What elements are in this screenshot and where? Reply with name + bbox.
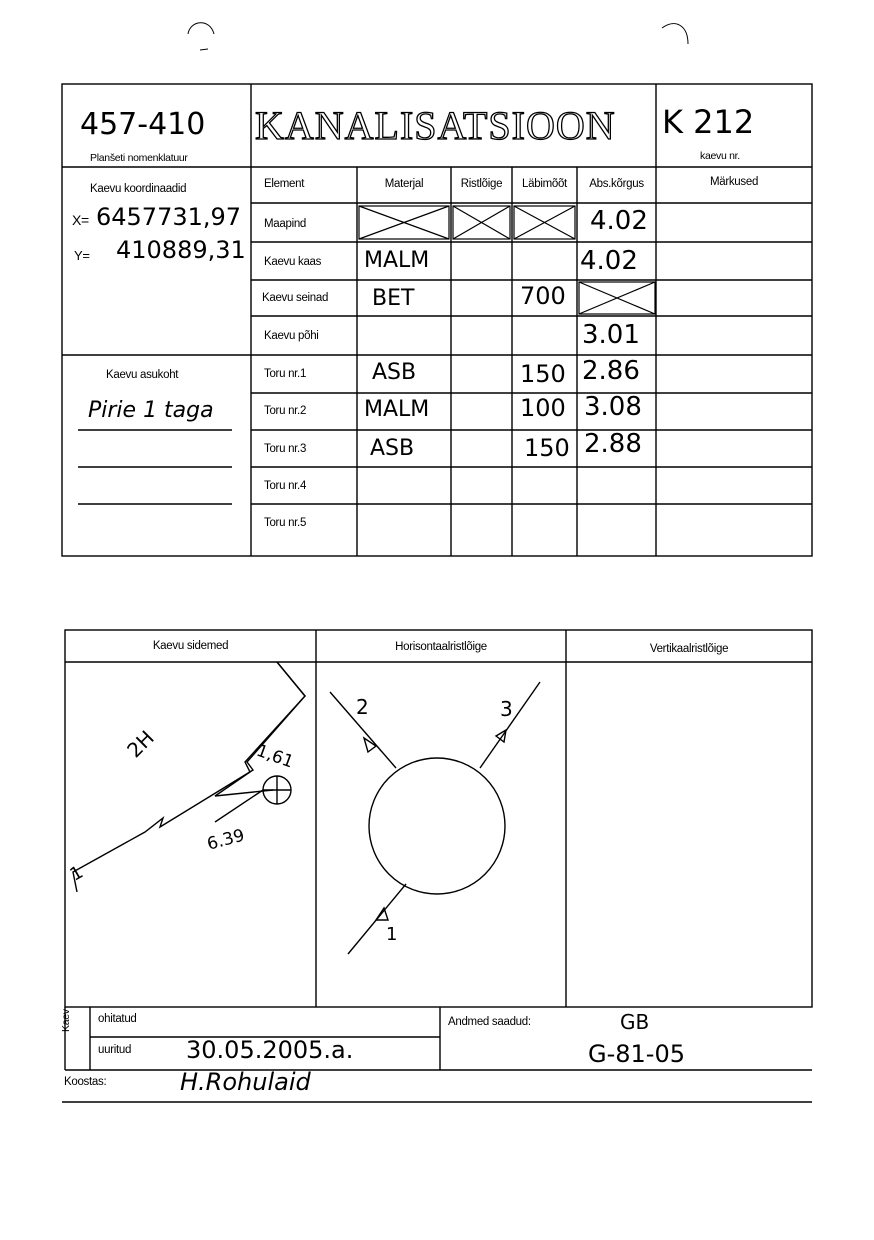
sketch-label-distance-a: 1,61 [253,740,297,773]
sketch-label-distance-b: 6.39 [204,825,247,855]
compiled-value: H.Rohulaid [180,1068,311,1096]
row-material: BET [372,286,415,311]
pipe-label-2: 2 [356,695,369,719]
connections-sketch [65,662,316,1007]
col-header-cross-section: Ristlõige [460,178,503,190]
row-height: 3.01 [582,320,640,350]
diagram-header-connections: Kaevu sidemed [152,640,229,652]
col-header-material: Materjal [384,178,424,190]
row-element: Kaevu seinad [262,292,329,304]
top-grid-lines [0,0,874,600]
y-prefix: Y= [74,248,90,263]
row-height: 2.86 [582,356,640,386]
diagram-header-vertical: Vertikaalristlõige [649,643,729,655]
well-circle [369,758,505,894]
col-header-element: Element [264,178,305,190]
data-received-label: Andmed saadud: [448,1016,531,1028]
location-label: Kaevu asukoht [106,369,179,381]
row-element: Toru nr.3 [264,443,307,455]
checked-label: ohitatud [98,1013,137,1025]
row-element: Toru nr.1 [264,368,307,380]
row-diameter: 100 [520,394,566,422]
x-prefix: X= [72,212,89,228]
row-material: ASB [372,360,417,385]
col-header-diameter: Läbimõõt [522,178,567,190]
sheet-label: Planšeti nomenklatuur [90,152,188,164]
measured-label: uuritud [98,1044,132,1056]
well-number: K 212 [662,103,755,141]
row-height: 4.02 [590,206,648,236]
location-value: Pirie 1 taga [88,398,214,423]
horizontal-section-diagram [316,662,566,1007]
pipe-line-3 [480,682,540,768]
sketch-label-building: 2H [122,725,159,763]
row-material: MALM [364,248,430,273]
compiled-label: Koostas: [64,1076,107,1088]
side-label-well: Kaev [60,1009,72,1032]
row-element: Kaevu kaas [264,256,322,268]
col-header-abs-height: Abs.kõrgus [589,178,644,190]
row-element: Toru nr.5 [264,517,307,529]
top-card [0,0,874,600]
coordinates-label: Kaevu koordinaadid [90,183,187,195]
row-height: 4.02 [580,246,638,276]
row-diameter: 700 [520,282,566,310]
sketch-label-corner: 1 [66,861,87,886]
data-received-value-1: GB [620,1010,650,1034]
well-label: kaevu nr. [700,150,740,162]
row-height: 2.88 [584,429,642,459]
y-coordinate: 410889,31 [116,236,246,264]
sheet-code: 457-410 [80,107,206,142]
x-coordinate: 6457731,97 [96,203,242,231]
page-title: KANALISATSIOON [255,103,616,148]
row-diameter: 150 [524,434,570,462]
data-received-value-2: G-81-05 [588,1040,685,1068]
row-diameter: 150 [520,360,566,388]
pipe-label-3: 3 [500,697,513,721]
measured-value: 30.05.2005.a. [186,1036,354,1064]
row-element: Toru nr.4 [264,480,307,492]
col-header-notes: Märkused [709,176,759,188]
row-material: MALM [364,397,430,422]
row-element: Toru nr.2 [264,405,307,417]
building-outline [215,662,305,796]
row-element: Kaevu põhi [264,330,319,342]
row-material: ASB [370,436,415,461]
bottom-card [0,600,874,1120]
row-element: Maapind [264,218,307,230]
pipe-label-1: 1 [386,924,398,945]
row-height: 3.08 [584,392,642,422]
diagram-header-horizontal: Horisontaalristlõige [395,641,487,653]
